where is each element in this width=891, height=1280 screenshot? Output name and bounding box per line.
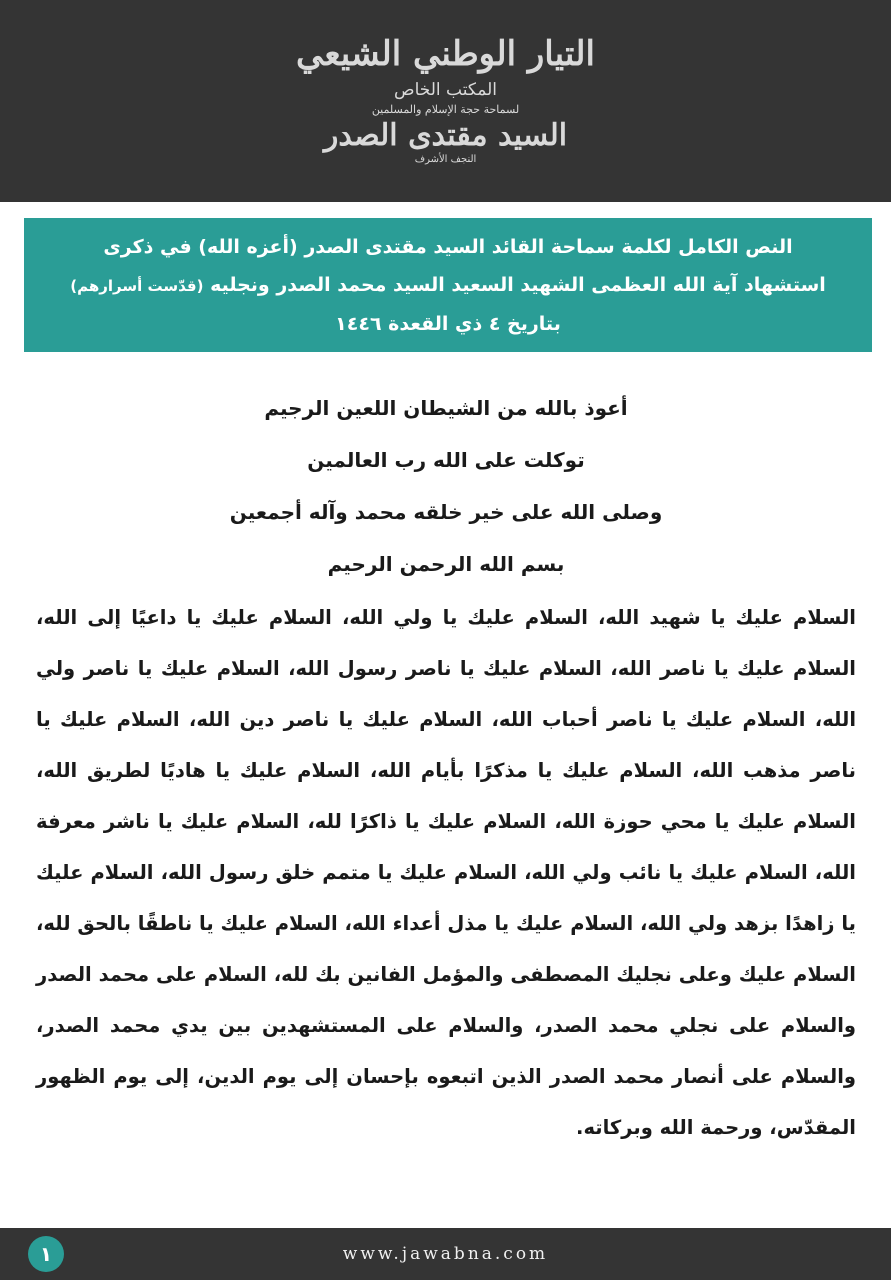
banner-line-2 [34, 266, 862, 305]
banner-line-1: النص الكامل لكلمة سماحة القائد السيد مقتدى الصدر (أعزه الله) في ذكرى [103, 235, 793, 258]
opening-line: بسم الله الرحمن الرحيم [327, 552, 565, 576]
salutation-paragraph: السلام عليك يا شهيد الله، السلام عليك يا ولي الله، السلام عليك يا داعيًا إلى الله، السلام عليك يا ناصر الله، السلام عليك يا ناصر رسول الله، السلام عليك يا ناصر ولي الله، السلام عليك يا ناصر أحباب الله، السلام عليك يا ناصر دين الله، السلام عليك يا ناصر مذهب الله، السلام عليك يا مذكرًا بأيام الله، السلام عليك يا هاديًا لطريق الله، السلام عليك يا محي حوزة الله، السلام عليك يا ذاكرًا لله، السلام عليك يا ناشر معرفة الله، السلام عليك يا نائب ولي الله، السلام عليك يا متمم خلق رسول الله، السلام عليك يا زاهدًا بزهد ولي الله، السلام عليك يا مذل أعداء الله، السلام عليك يا ناطقًا بالحق لله، السلام عليك وعلى نجليك المصطفى والمؤمل الفانين بك لله، السلام على محمد الصدر والسلام على نجلي محمد الصدر، والسلام على المستشهدين بين يدي محمد الصدر، والسلام على أنصار محمد الصدر الذين اتبعوه بإحسان إلى يوم الدين، إلى يوم الظهور المقدّس، ورحمة الله وبركاته. [36, 606, 856, 1139]
organization-title: التيار الوطني الشيعي [296, 34, 595, 74]
speech-body [36, 382, 856, 1153]
office-title: المكتب الخاص [394, 80, 497, 101]
location-label: النجف الأشرف [414, 153, 477, 165]
opening-line: وصلى الله على خير خلقه محمد وآله أجمعين [229, 500, 663, 524]
page-footer [0, 1228, 891, 1280]
page-header [0, 0, 891, 202]
website-link[interactable]: www.jawabna.com [342, 1244, 549, 1264]
opening-line: توكلت على الله رب العالمين [307, 448, 585, 472]
title-banner [24, 218, 872, 352]
page-number-badge: ١ [28, 1236, 64, 1272]
opening-line: أعوذ بالله من الشيطان اللعين الرجيم [264, 396, 628, 420]
banner-date: بتاريخ ٤ ذي القعدة ١٤٤٦ [335, 312, 561, 335]
banner-line-2-main: استشهاد آية الله العظمى الشهيد السعيد السيد محمد الصدر ونجليه [210, 273, 826, 296]
leader-name: السيد مقتدى الصدر [323, 118, 568, 154]
banner-line-2-honorific: (قدّست أسرارهم) [70, 276, 204, 295]
office-subtitle: لسماحة حجة الإسلام والمسلمين [371, 103, 520, 117]
